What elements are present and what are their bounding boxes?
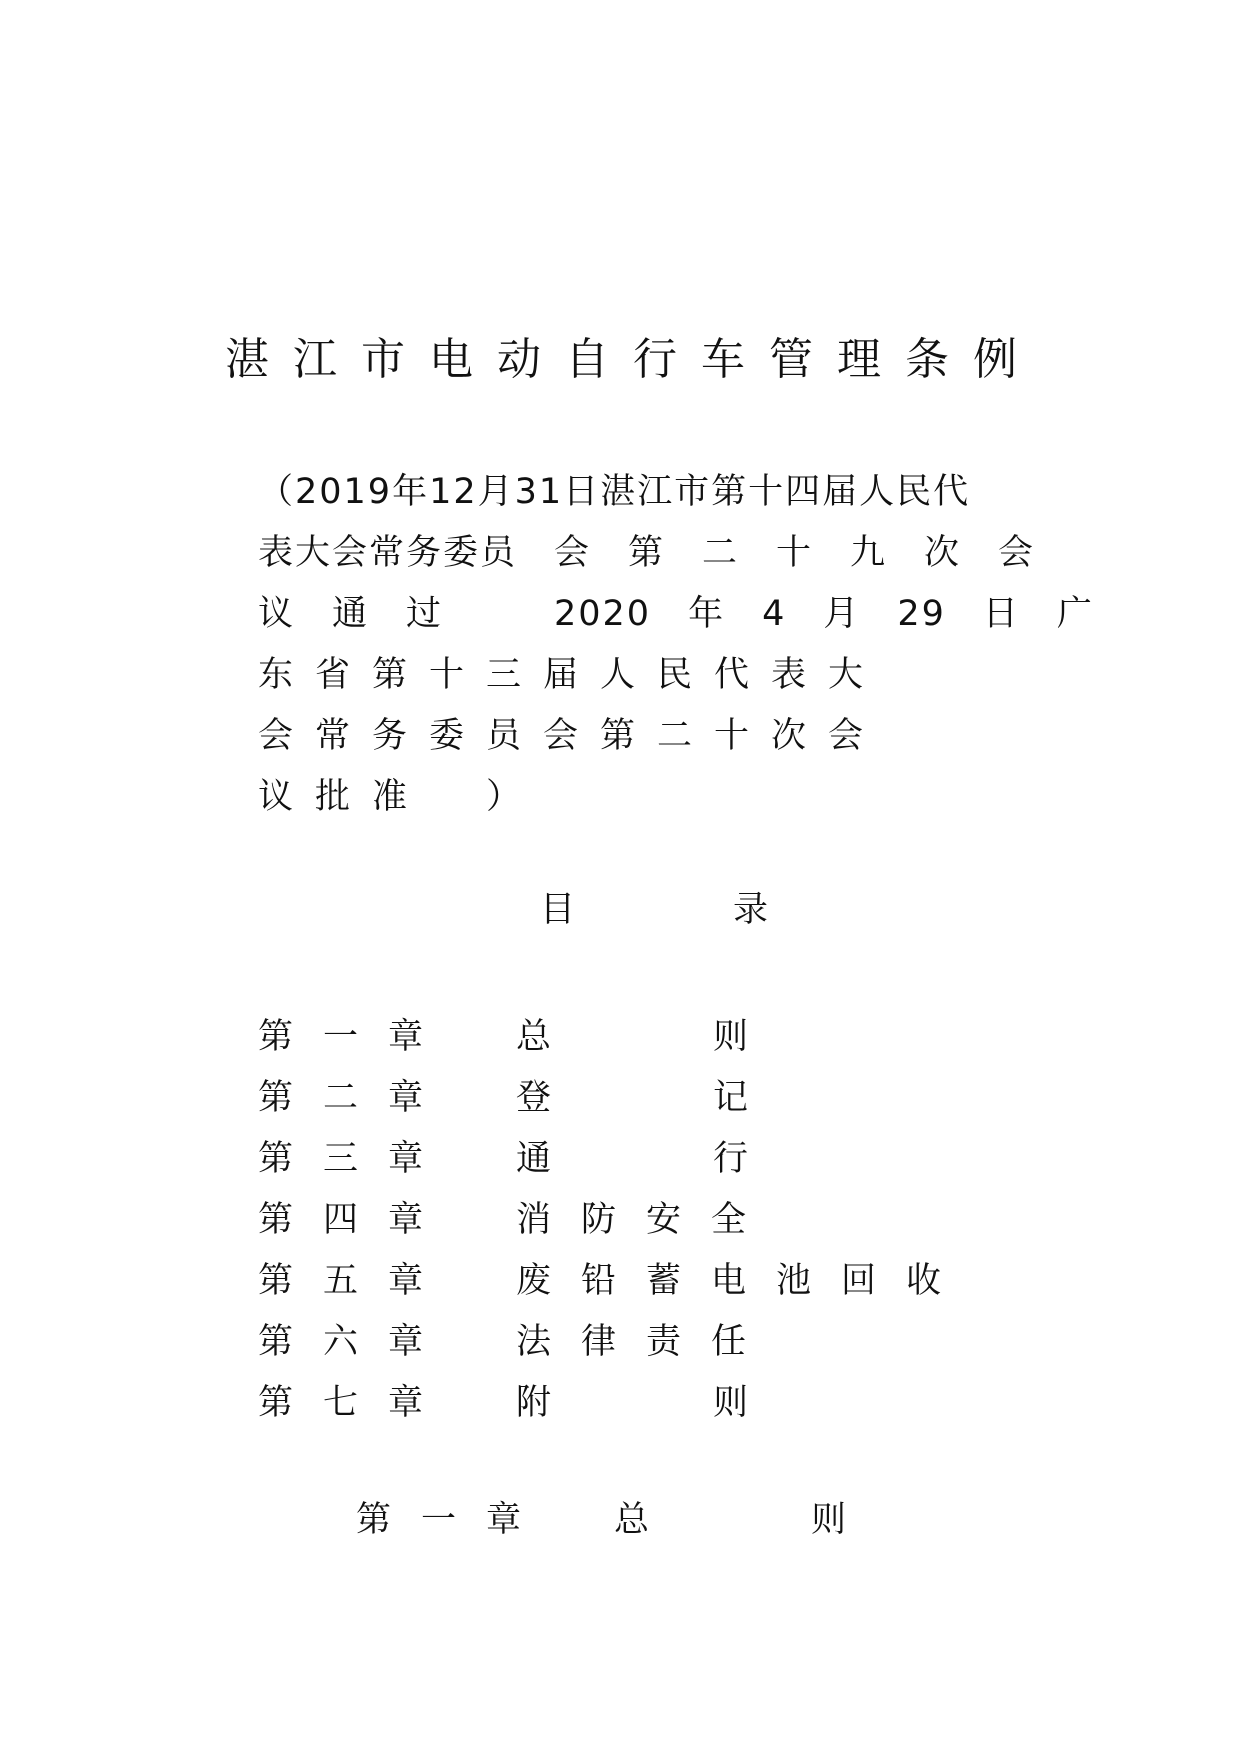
toc-item bbox=[258, 1373, 1018, 1434]
toc-heading-left: 目 bbox=[540, 890, 576, 930]
toc-chapter-number: 第三章 bbox=[258, 1139, 454, 1179]
table-of-contents bbox=[258, 1007, 1018, 1434]
toc-chapter-number: 第二章 bbox=[258, 1078, 454, 1118]
toc-item bbox=[258, 1251, 1018, 1312]
note-line: 会常务委员会第二十次会 bbox=[258, 716, 886, 756]
toc-item bbox=[258, 1312, 1018, 1373]
toc-item bbox=[258, 1007, 1018, 1068]
note-line: （2019年12月31日湛江市第十四届人民代 bbox=[258, 472, 971, 512]
adoption-note bbox=[258, 462, 1094, 828]
toc-item bbox=[258, 1190, 1018, 1251]
note-line: 东省第十三届人民代表大 bbox=[258, 655, 886, 695]
note-line: 表大会常务委员 会 第 二 十 九 次 会 bbox=[258, 533, 1036, 573]
note-line: 议批准 ） bbox=[258, 777, 544, 817]
toc-chapter-name: 法律责任 bbox=[516, 1322, 777, 1362]
document-title: 湛江市电动自行车管理条例 bbox=[225, 334, 1041, 385]
toc-chapter-name: 消防安全 bbox=[516, 1200, 777, 1240]
toc-item bbox=[258, 1129, 1018, 1190]
toc-item bbox=[258, 1068, 1018, 1129]
toc-chapter-number: 第七章 bbox=[258, 1383, 454, 1423]
toc-chapter-name: 总则 bbox=[516, 1017, 911, 1057]
chapter-heading-number: 第一章 bbox=[356, 1500, 552, 1540]
toc-chapter-name: 废铅蓄电池回收 bbox=[516, 1261, 972, 1301]
toc-chapter-number: 第五章 bbox=[258, 1261, 454, 1301]
toc-heading-right: 录 bbox=[733, 890, 769, 930]
toc-chapter-name: 登记 bbox=[516, 1078, 911, 1118]
toc-heading bbox=[540, 885, 768, 935]
toc-chapter-number: 第四章 bbox=[258, 1200, 454, 1240]
chapter-heading bbox=[356, 1495, 1008, 1545]
toc-chapter-number: 第六章 bbox=[258, 1322, 454, 1362]
toc-chapter-number: 第一章 bbox=[258, 1017, 454, 1057]
chapter-heading-name: 总则 bbox=[614, 1500, 1009, 1540]
note-line: 议 通 过 2020 年 4 月 29 日 广 bbox=[258, 594, 1094, 634]
toc-chapter-name: 通行 bbox=[516, 1139, 911, 1179]
toc-chapter-name: 附则 bbox=[516, 1383, 911, 1423]
